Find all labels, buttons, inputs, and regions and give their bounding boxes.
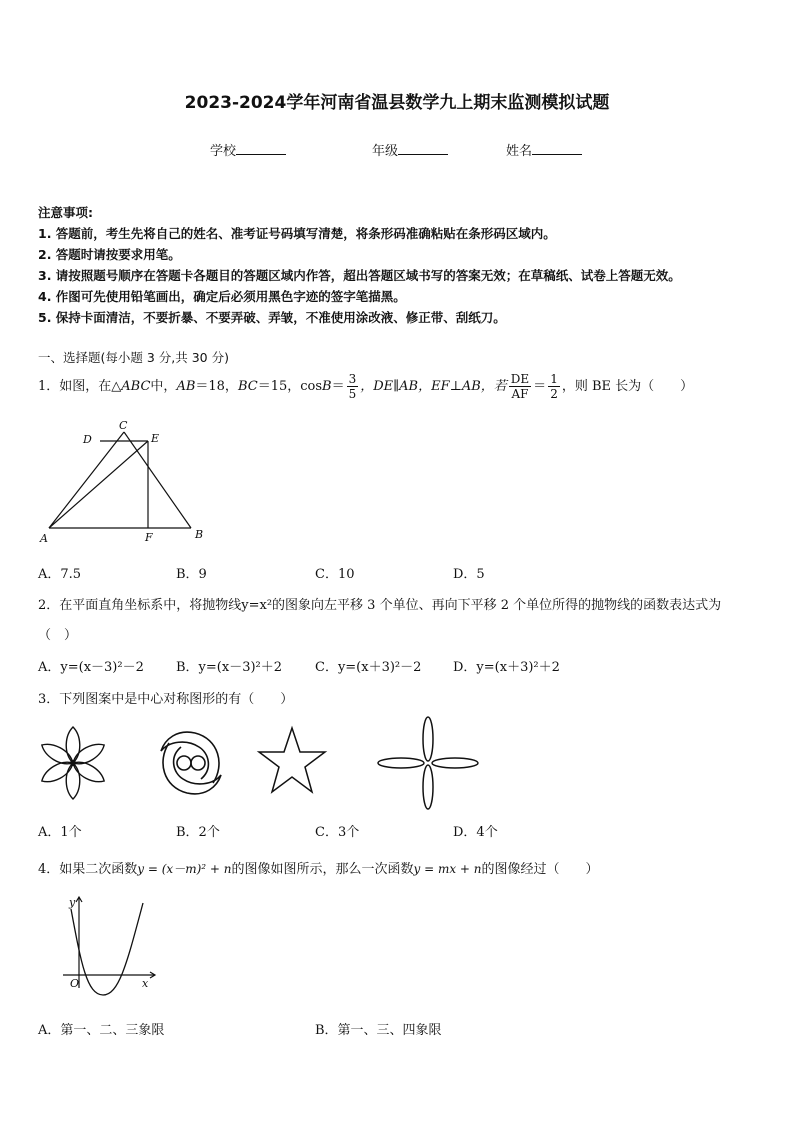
name-blank [532, 142, 582, 155]
question-4-stem: 4．如果二次函数y = (x－m)² + n的图像如图所示，那么一次函数y = mx + n的图像经过（ ） [38, 862, 599, 877]
quadratic-formula: y = (x－m)² + n [137, 862, 232, 876]
q1-option-d: D．5 [453, 567, 485, 582]
q1-option-c: C．10 [315, 567, 355, 582]
notes-heading: 注意事项: [38, 205, 93, 220]
school-field [210, 140, 286, 159]
q3-option-c: C．3个 [315, 825, 360, 840]
q3-option-a: A．1个 [38, 825, 82, 840]
question-1-stem: 1．如图，在△ABC中，AB＝18，BC＝15，cosB＝ $\frac{3}{5}$ ，DE∥AB，EF⊥AB，若 $\frac{DE}{AF}$ ＝ $\frac{1}{2}$ ，则 BE 长为（ ） [38, 372, 694, 401]
flower-pattern-icon [38, 725, 108, 801]
note-item: 1. 答题前，考生先将自己的姓名、准考证号码填写清楚，将条形码准确粘贴在条形码区域内。 [38, 226, 556, 241]
label-b: B [195, 528, 204, 541]
label-c: C [119, 419, 128, 432]
note-item: 4. 作图可先使用铅笔画出，确定后必须用黑色字迹的签字笔描黑。 [38, 289, 406, 304]
question-3-stem: 3．下列图案中是中心对称图形的有（ ） [38, 692, 294, 707]
parabola-graph [55, 893, 165, 993]
cos-fraction: $\frac{3}{5}$ [348, 372, 357, 401]
note-item: 5. 保持卡面清洁，不要折暴、不要弄破、弄皱，不准使用涂改液、修正带、刮纸刀。 [38, 310, 506, 325]
swirl-pattern-icon [158, 728, 224, 798]
q1-option-b: B．9 [176, 567, 207, 582]
grade-blank [398, 142, 448, 155]
section-heading: 一、选择题(每小题 3 分,共 30 分) [38, 350, 229, 365]
note-item: 3. 请按照题号顺序在答题卡各题目的答题区域内作答，超出答题区域书写的答案无效；在草稿纸、试卷上答题无效。 [38, 268, 681, 283]
q1-option-a: A．7.5 [38, 567, 82, 582]
name-label: 姓名 [506, 144, 533, 159]
q2-option-c: C．y=(x＋3)²－2 [315, 660, 422, 675]
q4-option-b: B．第一、三、四象限 [315, 1023, 442, 1038]
label-f: F [145, 531, 153, 544]
school-blank [236, 142, 286, 155]
axis-x-label: x [142, 977, 149, 990]
axis-y-label: y [69, 896, 76, 909]
label-d: D [83, 433, 92, 446]
q2-option-d: D．y=(x＋3)²＋2 [453, 660, 560, 675]
question-2-paren: （ ） [38, 628, 78, 643]
triangle-figure [38, 416, 218, 546]
label-a: A [40, 532, 48, 545]
linear-formula: y = mx + n [413, 862, 482, 876]
page-title: 2023-2024学年河南省温县数学九上期末监测模拟试题 [184, 93, 610, 113]
cross-leaf-pattern-icon [378, 716, 478, 810]
note-item: 2. 答题时请按要求用笔。 [38, 247, 181, 262]
q2-option-b: B．y=(x－3)²＋2 [176, 660, 283, 675]
grade-field [372, 140, 448, 159]
question-2-stem: 2．在平面直角坐标系中，将抛物线y=x²的图象向左平移 3 个单位、再向下平移 2 个单位所得的抛物线的函数表达式为 [38, 598, 722, 613]
q4-option-a: A．第一、二、三象限 [38, 1023, 165, 1038]
label-e: E [151, 432, 160, 445]
q3-option-b: B．2个 [176, 825, 220, 840]
half-fraction: $\frac{1}{2}$ [550, 372, 558, 401]
origin-label: O [70, 977, 80, 990]
name-field [506, 140, 582, 159]
grade-label: 年级 [372, 144, 399, 159]
school-label: 学校 [210, 144, 237, 159]
star-pattern-icon [257, 726, 327, 798]
q3-option-d: D．4个 [453, 825, 498, 840]
de-af-fraction: $\frac{DE}{AF}$ [510, 372, 530, 401]
q2-option-a: A．y=(x－3)²－2 [38, 660, 144, 675]
